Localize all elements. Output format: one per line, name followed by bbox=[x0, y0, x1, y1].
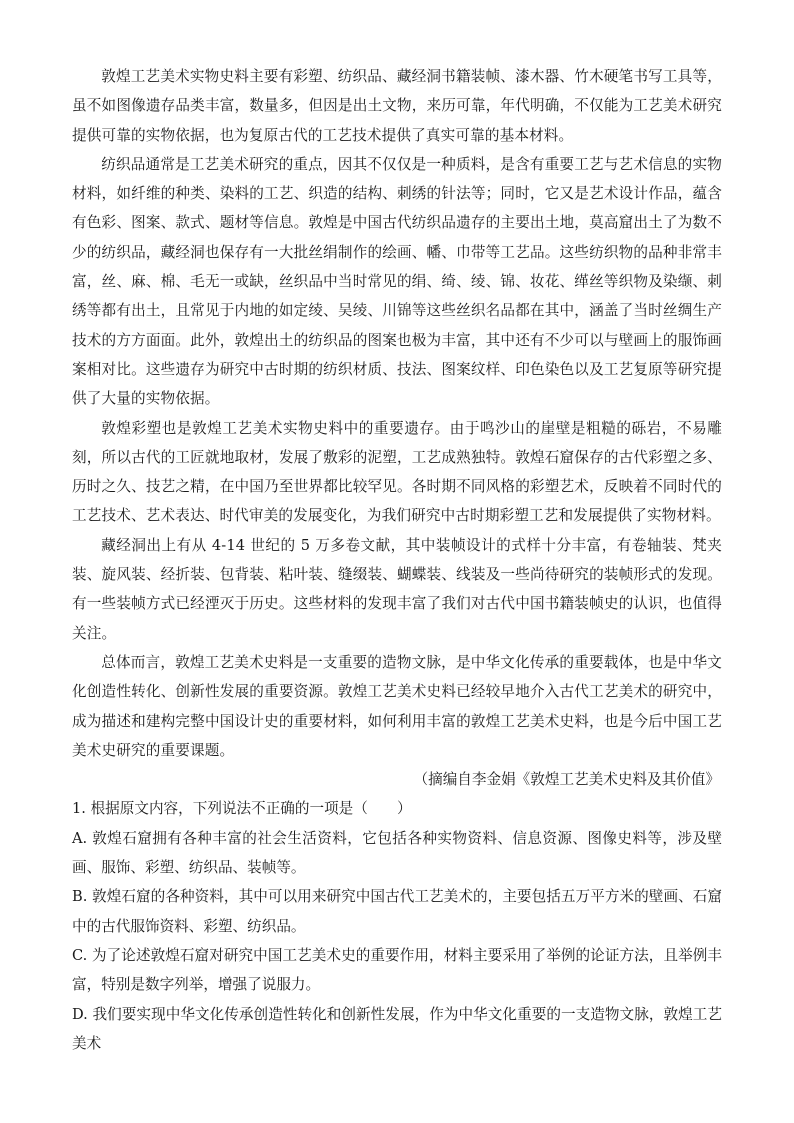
article-paragraph-4: 藏经洞出上有从 4-14 世纪的 5 万多卷文献，其中装帧设计的式样十分丰富，有卷轴装、梵夹装、旋风装、经折装、包背装、粘叶装、缝缀装、蝴蝶装、线装及一些尚待研究的装帧形式的发现。有一些装帧方式已经湮灭于历史。这些材料的发现丰富了我们对古代中国书籍装帧史的认识，也值得关注。 bbox=[72, 536, 722, 642]
question-stem: 1. 根据原文内容，下列说法不正确的一项是（ ） bbox=[72, 800, 412, 818]
option-a: A. 敦煌石窟拥有各种丰富的社会生活资料，它包括各种实物资料、信息资源、图像史料等，涉及壁画、服饰、彩塑、纺织品、装帧等。 bbox=[72, 829, 722, 877]
article-paragraph-5: 总体而言，敦煌工艺美术史料是一支重要的造物文脉，是中华文化传承的重要载体，也是中华文化创造性转化、创新性发展的重要资源。敦煌工艺美术史料已经较早地介入古代工艺美术的研究中，成为描述和建构完整中国设计史的重要材料，如何利用丰富的敦煌工艺美术史料，也是今后中国工艺美术史研究的重要课题。 bbox=[72, 653, 722, 759]
article-paragraph-3: 敦煌彩塑也是敦煌工艺美术实物史料中的重要遗存。由于鸣沙山的崖壁是粗糙的砾岩，不易雕刻，所以古代的工匠就地取材，发展了敷彩的泥塑，工艺成熟独特。敦煌石窟保存的古代彩塑之多、历时之久、技艺之精，在中国乃至世界都比较罕见。各时期不同风格的彩塑艺术，反映着不同时代的工艺技术、艺术表达、时代审美的发展变化，为我们研究中古时期彩塑工艺和发展提供了实物材料。 bbox=[72, 419, 722, 525]
article-source: （摘编自李金娟《敦煌工艺美术史料及其价值》 bbox=[413, 771, 720, 789]
document-page bbox=[72, 62, 722, 1058]
option-b: B. 敦煌石窟的各种资料，其中可以用来研究中国古代工艺美术的，主要包括五万平方米的壁画、石窟中的古代服饰资料、彩塑、纺织品。 bbox=[72, 888, 722, 935]
article-paragraph-2: 纺织品通常是工艺美术研究的重点，因其不仅仅是一种质料，是含有重要工艺与艺术信息的实物材料，如纤维的种类、染料的工艺、织造的结构、刺绣的针法等；同时，它又是艺术设计作品，蕴含有色彩、图案、款式、题材等信息。敦煌是中国古代纺织品遗存的主要出土地，莫高窟出土了为数不少的纺织品，藏经洞也保存有一大批丝绢制作的绘画、幡、巾带等工艺品。这些纺织物的品种非常丰富，丝、麻、棉、毛无一或缺，丝织品中当时常见的绢、绮、绫、锦、妆花、缂丝等织物及染缬、刺绣等都有出土，且常见于内地的如定绫、吴绫、川锦等这些丝织名品都在其中，涵盖了当时丝绸生产技术的方方面面。此外，敦煌出土的纺织品的图案也极为丰富，其中还有不少可以与壁画上的服饰画案相对比。这些遗存为研究中古时期的纺织材质、技法、图案纹样、印色染色以及工艺复原等研究提供了大量的实物依据。 bbox=[72, 155, 722, 408]
option-d: D. 我们要实现中华文化传承创造性转化和创新性发展，作为中华文化重要的一支造物文脉，敦煌工艺美术 bbox=[72, 1005, 722, 1052]
option-c: C. 为了论述敦煌石窟对研究中国工艺美术史的重要作用，材料主要采用了举例的论证方法，且举例丰富，特别是数字列举，增强了说服力。 bbox=[72, 946, 722, 994]
article-paragraph-1: 敦煌工艺美术实物史料主要有彩塑、纺织品、藏经洞书籍装帧、漆木器、竹木硬笔书写工具等，虽不如图像遗存品类丰富，数量多，但因是出土文物，来历可靠，年代明确，不仅能为工艺美术研究提供可靠的实物依据，也为复原古代的工艺技术提供了真实可靠的基本材料。 bbox=[72, 68, 722, 144]
